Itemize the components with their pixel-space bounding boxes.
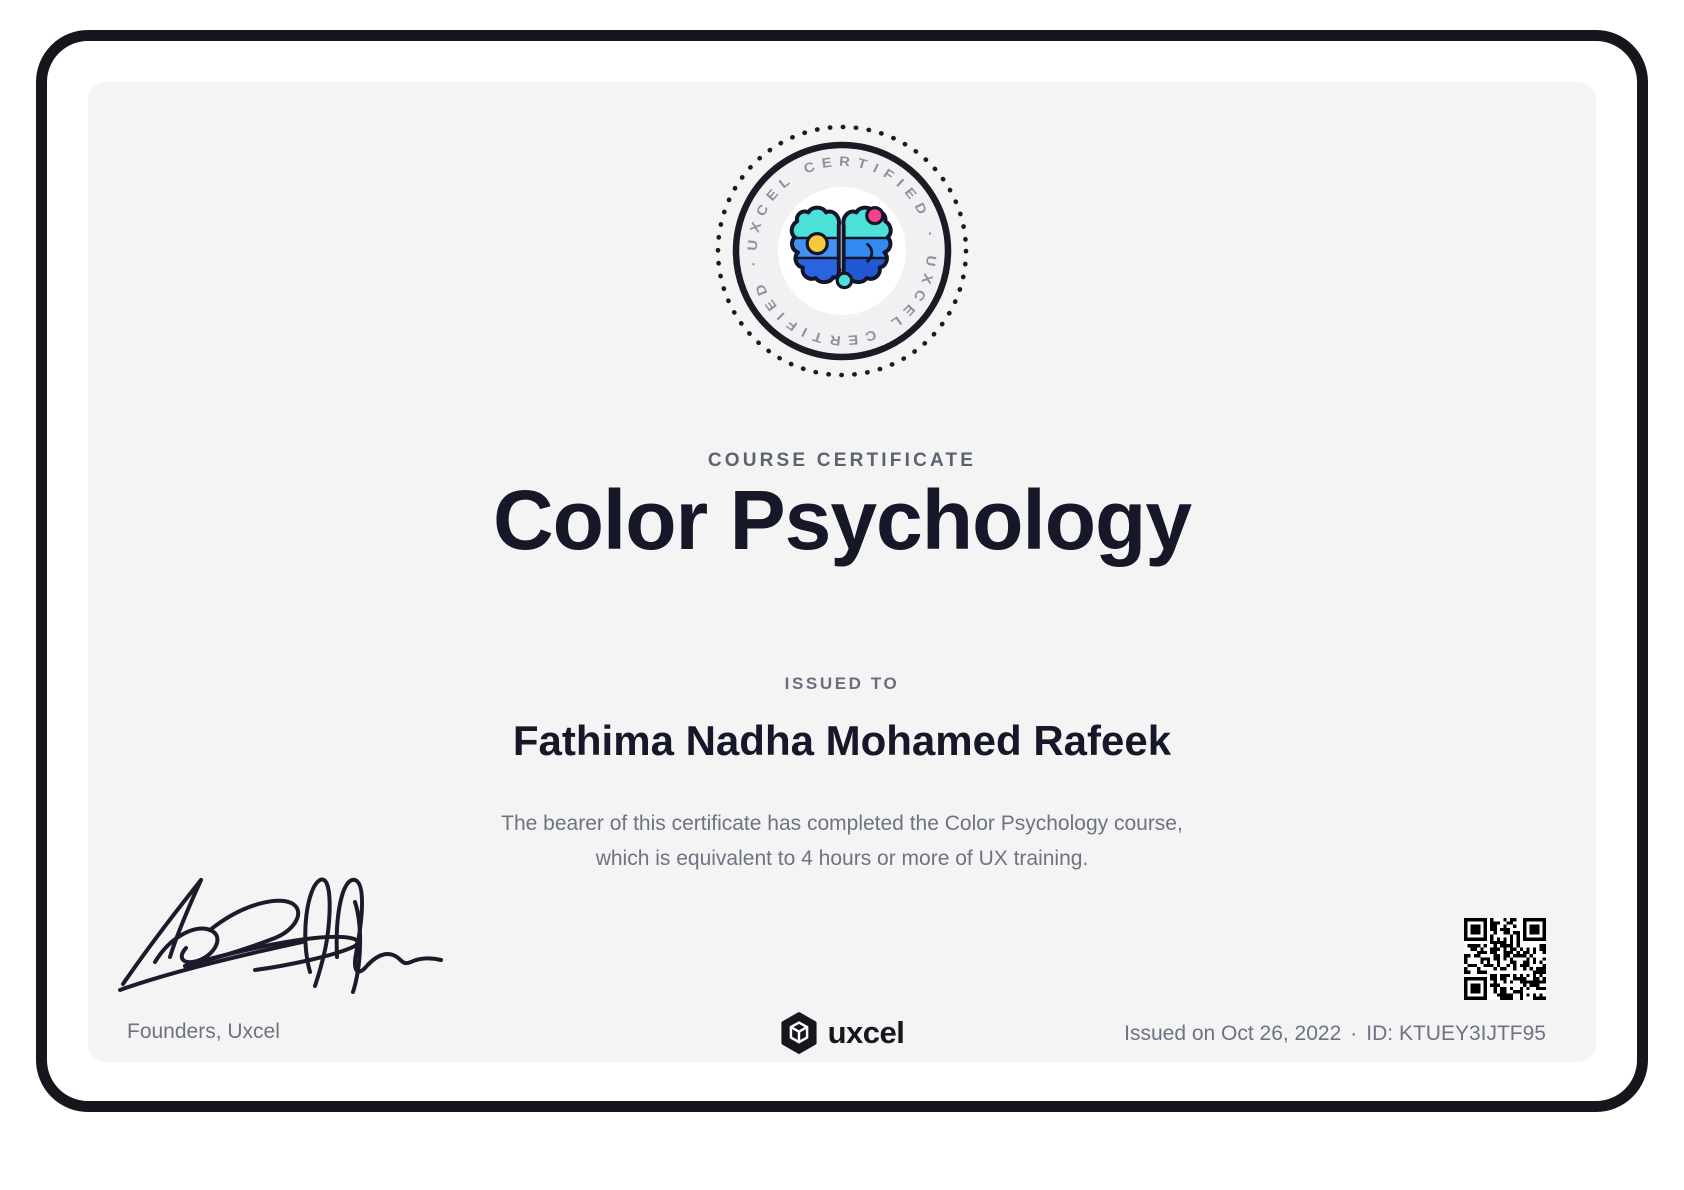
description-line-2: which is equivalent to 4 hours or more of UX training. <box>595 847 1089 870</box>
qr-code <box>1464 918 1546 1000</box>
issue-date-text: Issued on Oct 26, 2022 <box>1124 1022 1342 1045</box>
issue-separator: · <box>1350 1022 1358 1045</box>
badge-ring-text: UXCEL CERTIFIED · UXCEL CERTIFIED · <box>744 153 940 349</box>
certificate-panel <box>88 82 1596 1062</box>
certified-badge <box>712 121 972 381</box>
issue-info <box>1124 1022 1546 1046</box>
issued-to-label: ISSUED TO <box>784 674 900 693</box>
recipient-name: Fathima Nadha Mohamed Rafeek <box>512 717 1172 764</box>
course-title: Color Psychology <box>492 473 1192 567</box>
description-line-1: The bearer of this certificate has completed the Color Psychology course, <box>501 812 1183 835</box>
uxcel-wordmark: uxcel <box>827 1015 905 1050</box>
uxcel-cube-logo-icon <box>780 1012 818 1054</box>
founders-signatures-image <box>115 842 445 1002</box>
founders-caption: Founders, Uxcel <box>127 1020 280 1043</box>
course-certificate-label: COURSE CERTIFICATE <box>707 450 977 471</box>
certificate-id-text: ID: KTUEY3IJTF95 <box>1366 1022 1546 1045</box>
